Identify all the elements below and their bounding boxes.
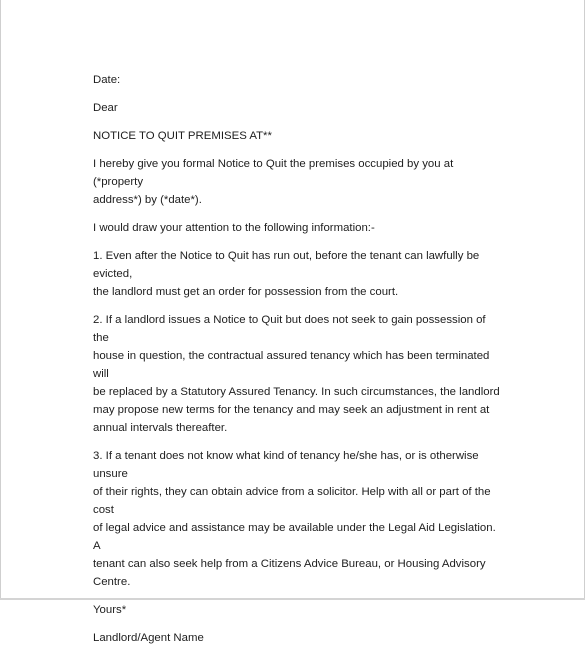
info-point-1: 1. Even after the Notice to Quit has run out, before the tenant can lawfully be evicted, the landlord must get an order for possession from the court. (93, 250, 480, 298)
signature-line: Landlord/Agent Name (93, 632, 204, 644)
page-border-left (0, 0, 1, 600)
date-line: Date: (93, 74, 121, 86)
letter-subject: NOTICE TO QUIT PREMISES AT** (93, 130, 272, 142)
info-point-3: 3. If a tenant does not know what kind of tenancy he/she has, or is otherwise unsure of their rights, they can obtain advice from a solicitor. Help with all or part of the cost of legal advice and assistance may be available under the Legal Aid Legislation. A tenant can also seek help from a Citizens Advice Bureau, or Housing Advisory Centre. (93, 450, 496, 588)
closing: Yours* (93, 604, 127, 616)
attention-paragraph: I would draw your attention to the following information:- (93, 222, 375, 234)
salutation: Dear (93, 102, 118, 114)
info-point-2: 2. If a landlord issues a Notice to Quit but does not seek to gain possession of the house in question, the contractual assured tenancy which has been terminated will be replaced by a Statutory Assured Tenancy. In such circumstances, the landlord may propose new terms for the tenancy and may seek an adjustment in rent at annual intervals thereafter. (93, 314, 500, 434)
notice-paragraph: I hereby give you formal Notice to Quit the premises occupied by you at (*property address*) by (*date*). (93, 158, 454, 206)
letter-body (93, 71, 503, 657)
